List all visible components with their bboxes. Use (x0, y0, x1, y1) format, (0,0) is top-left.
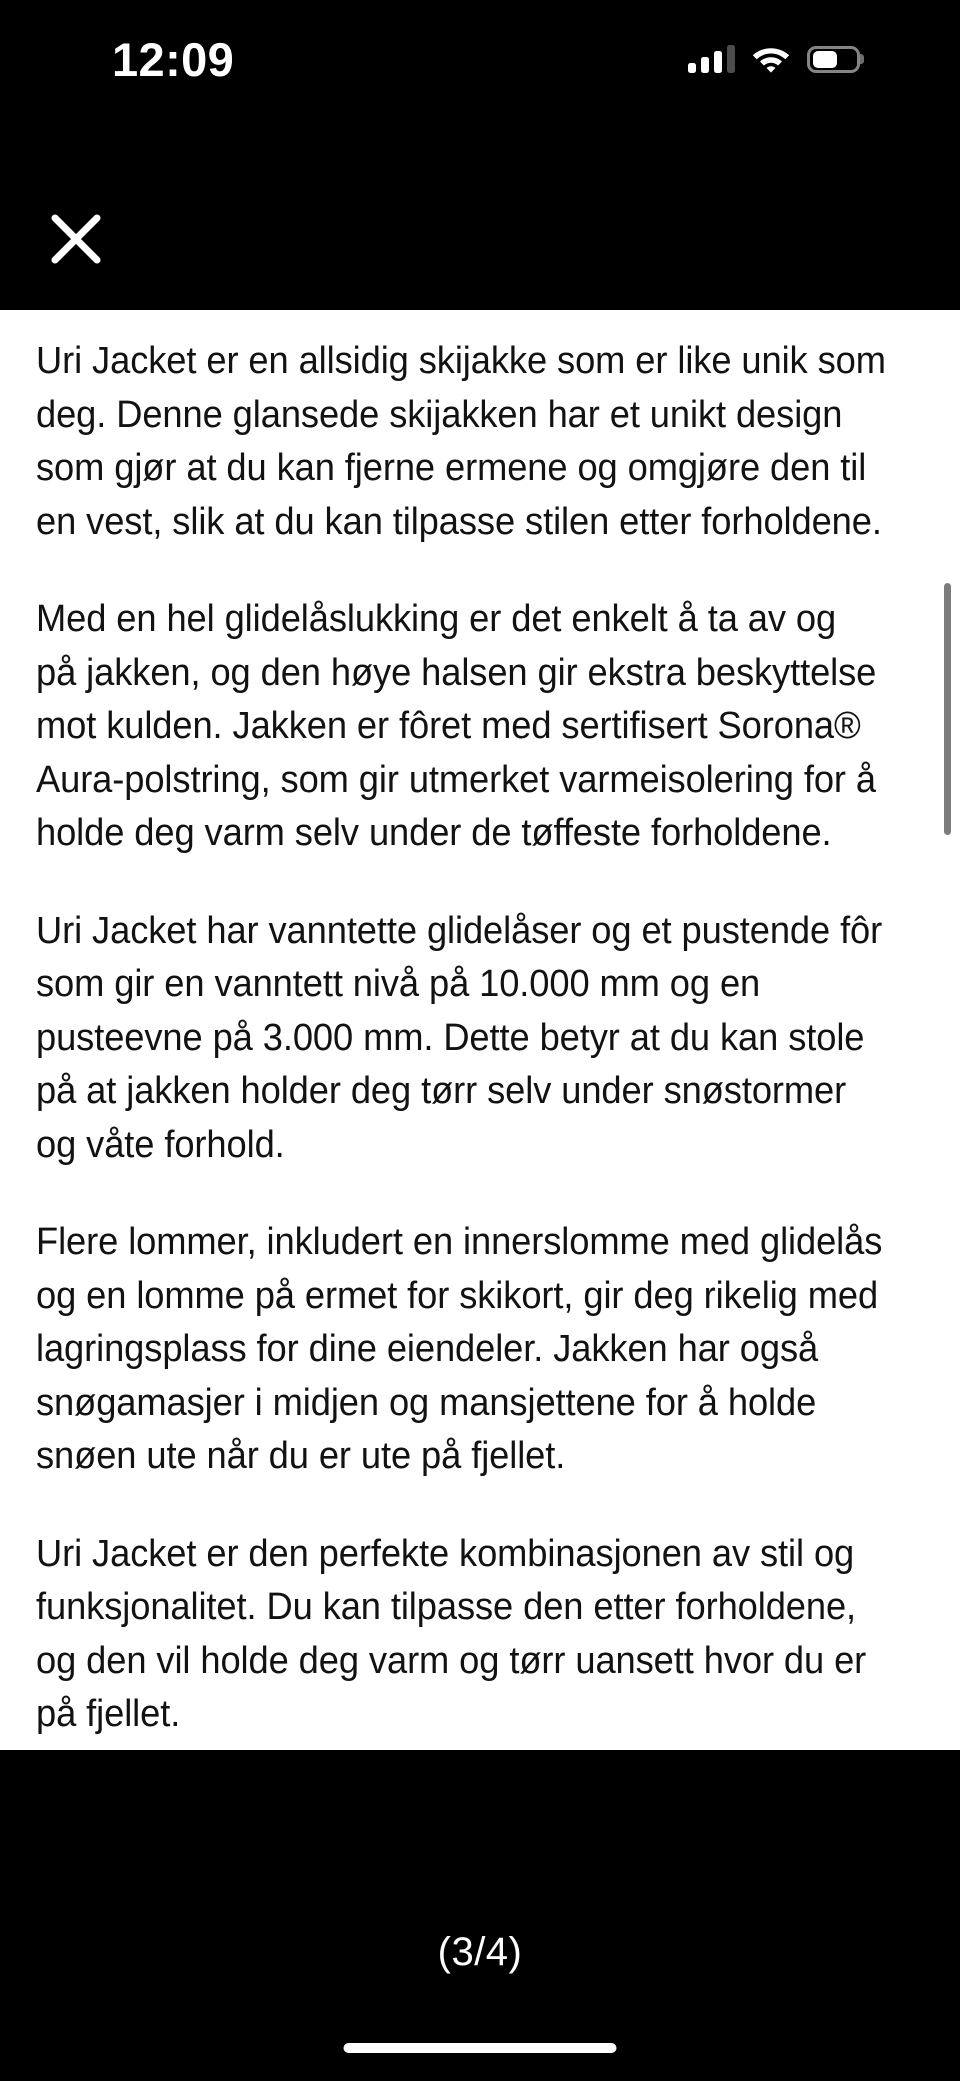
battery-cap (860, 54, 864, 64)
page-indicator: (3/4) (437, 1930, 523, 1974)
cellular-bar-1 (688, 63, 696, 73)
description-paragraph: Uri Jacket er den perfekte kombinasjonen av stil og funksjonalitet. Du kan tilpasse den etter forholdene, og den vil holde deg varm og tørr uansett hvor du er på fjellet. (36, 1532, 867, 1735)
status-bar-time: 12:09 (112, 32, 235, 86)
description-paragraph: Med en hel glidelåslukking er det enkelt å ta av og på jakken, og den høye halsen gir ekstra beskyttelse mot kulden. Jakken er fôret med sertifisert Sorona® Aura-polstring, som gir utmerket varmeisolering for å holde deg varm selv under de tøffeste forholdene. (36, 598, 877, 854)
close-button[interactable] (45, 208, 107, 270)
home-indicator[interactable] (344, 2043, 617, 2053)
status-bar-indicators (688, 45, 860, 74)
cellular-bar-4 (727, 45, 735, 73)
description-paragraph: Uri Jacket er en allsidig skijakke som er like unik som deg. Denne glansede skijakken har et unikt design som gjør at du kan fjerne ermene og omgjøre den til en vest, slik at du kan tilpasse stilen etter forholdene. (36, 340, 886, 543)
status-bar (0, 0, 960, 118)
battery-fill (813, 51, 837, 68)
battery-icon (807, 46, 860, 73)
wifi-icon (751, 45, 791, 74)
cellular-bar-3 (714, 51, 722, 73)
product-description-sheet[interactable] (0, 310, 960, 1750)
description-paragraph: Uri Jacket har vanntette glidelåser og et pustende fôr som gir en vanntett nivå på 10.000 mm og en pusteevne på 3.000 mm. Dette betyr at du kan stole på at jakken holder deg tørr selv under snøstormer og våte forhold. (36, 909, 883, 1166)
description-scroll-area[interactable] (0, 335, 960, 1742)
description-paragraph: Flere lommer, inkludert en innerslomme med glidelås og en lomme på ermet for skikort, gir deg rikelig med lagringsplass for dine eiendeler. Jakken har også snøgamasjer i midjen og mansjettene for å holde snøen ute når du er ute på fjellet. (36, 1221, 883, 1477)
cellular-bar-2 (701, 57, 709, 73)
modal-footer (0, 1750, 960, 2081)
close-icon (50, 213, 102, 265)
cellular-signal-icon (688, 45, 735, 73)
modal-header (0, 118, 960, 310)
